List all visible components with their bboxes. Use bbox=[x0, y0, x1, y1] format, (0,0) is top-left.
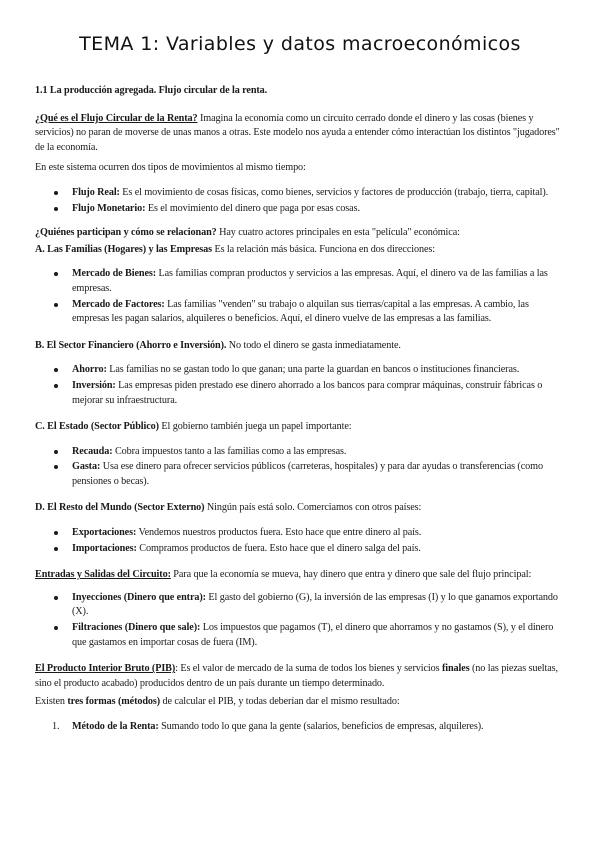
list-item: Recauda: Cobra impuestos tanto a las familias como a las empresas. bbox=[72, 445, 567, 460]
section-c-heading: C. El Estado (Sector Público) El gobierno también juega un papel importante: bbox=[35, 421, 352, 433]
two-types-paragraph: En este sistema ocurren dos tipos de movimientos al mismo tiempo: bbox=[35, 162, 306, 174]
section-c-list bbox=[35, 445, 567, 490]
section-a-heading: A. Las Familias (Hogares) y las Empresas Es la relación más básica. Funciona en dos direcciones: bbox=[35, 243, 436, 255]
section-b-list bbox=[35, 363, 567, 408]
actors-paragraph: ¿Quiénes participan y cómo se relacionan? Hay cuatro actores principales en esta "película" económica: bbox=[35, 227, 460, 239]
list-item: 1. Método de la Renta: Sumando todo lo que gana la gente (salarios, beneficios de empresas, alquileres). bbox=[52, 721, 484, 732]
intro-paragraph: ¿Qué es el Flujo Circular de la Renta? Imagina la economía como un circuito cerrado donde el dinero y las cosas (bienes y servicios) no paran de moverse de unas manos a otras. Este modelo nos ayuda a entender cómo interactúan los distintos "jugadores" de la economía. bbox=[35, 112, 560, 153]
section-b-heading: B. El Sector Financiero (Ahorro e Inversión). No todo el dinero se gasta inmediatamente. bbox=[35, 339, 401, 351]
list-item: Gasta: Usa ese dinero para ofrecer servicios públicos (carreteras, hospitales) y para dar ayudas o transferencias (como pensiones o becas). bbox=[72, 460, 567, 489]
list-item: Exportaciones: Vendemos nuestros productos fuera. Esto hace que entre dinero al país. bbox=[72, 526, 567, 541]
pib-paragraph: El Producto Interior Bruto (PIB): Es el valor de mercado de la suma de todos los bienes y servicios finales (no las piezas sueltas, sino el producto acabado) producidos dentro de un país durante un tiempo determinado. bbox=[35, 663, 558, 689]
list-item: Mercado de Factores: Las familias "venden" su trabajo o alquilan sus tierras/capital a las empresas. A cambio, las empresas les pagan salarios, alquileres o beneficios. Aquí, el dinero vuelve de las empresas a las familias. bbox=[72, 298, 567, 327]
page-title: TEMA 1: Variables y datos macroeconómicos bbox=[79, 33, 521, 55]
list-item: Flujo Monetario: Es el movimiento del dinero que paga por esas cosas. bbox=[72, 202, 567, 217]
flows-io-list bbox=[35, 591, 567, 650]
section-heading: 1.1 La producción agregada. Flujo circular de la renta. bbox=[35, 85, 268, 96]
list-item: Importaciones: Compramos productos de fuera. Esto hace que el dinero salga del país. bbox=[72, 542, 567, 557]
flows-io-heading: Entradas y Salidas del Circuito: Para que la economía se mueva, hay dinero que entra y dinero que sale del flujo principal: bbox=[35, 569, 532, 581]
section-a-list bbox=[35, 267, 567, 326]
forms-paragraph: Existen tres formas (métodos) de calcular el PIB, y todas deberían dar el mismo resultado: bbox=[35, 696, 400, 708]
section-d-list bbox=[35, 526, 567, 556]
list-item: Ahorro: Las familias no se gastan todo lo que ganan; una parte la guardan en bancos o instituciones financieras. bbox=[72, 363, 567, 378]
list-item: Inversión: Las empresas piden prestado ese dinero ahorrado a los bancos para comprar máquinas, construir fábricas o mejorar su infraestructura. bbox=[72, 379, 567, 408]
list-item: Flujo Real: Es el movimiento de cosas físicas, como bienes, servicios y factores de producción (trabajo, tierra, capital). bbox=[72, 186, 567, 201]
flows-list bbox=[35, 186, 567, 216]
list-item: Inyecciones (Dinero que entra): El gasto del gobierno (G), la inversión de las empresas (I) y lo que ganamos exportando (X). bbox=[72, 591, 567, 620]
list-item: Filtraciones (Dinero que sale): Los impuestos que pagamos (T), el dinero que ahorramos y no gastamos (S), y el dinero que gastamos en importar cosas de fuera (IM). bbox=[72, 621, 567, 650]
section-d-heading: D. El Resto del Mundo (Sector Externo) Ningún país está solo. Comerciamos con otros países: bbox=[35, 502, 422, 514]
list-item: Mercado de Bienes: Las familias compran productos y servicios a las empresas. Aquí, el dinero va de las familias a las empresas. bbox=[72, 267, 567, 296]
methods-list bbox=[35, 720, 567, 735]
document-body bbox=[35, 84, 567, 741]
